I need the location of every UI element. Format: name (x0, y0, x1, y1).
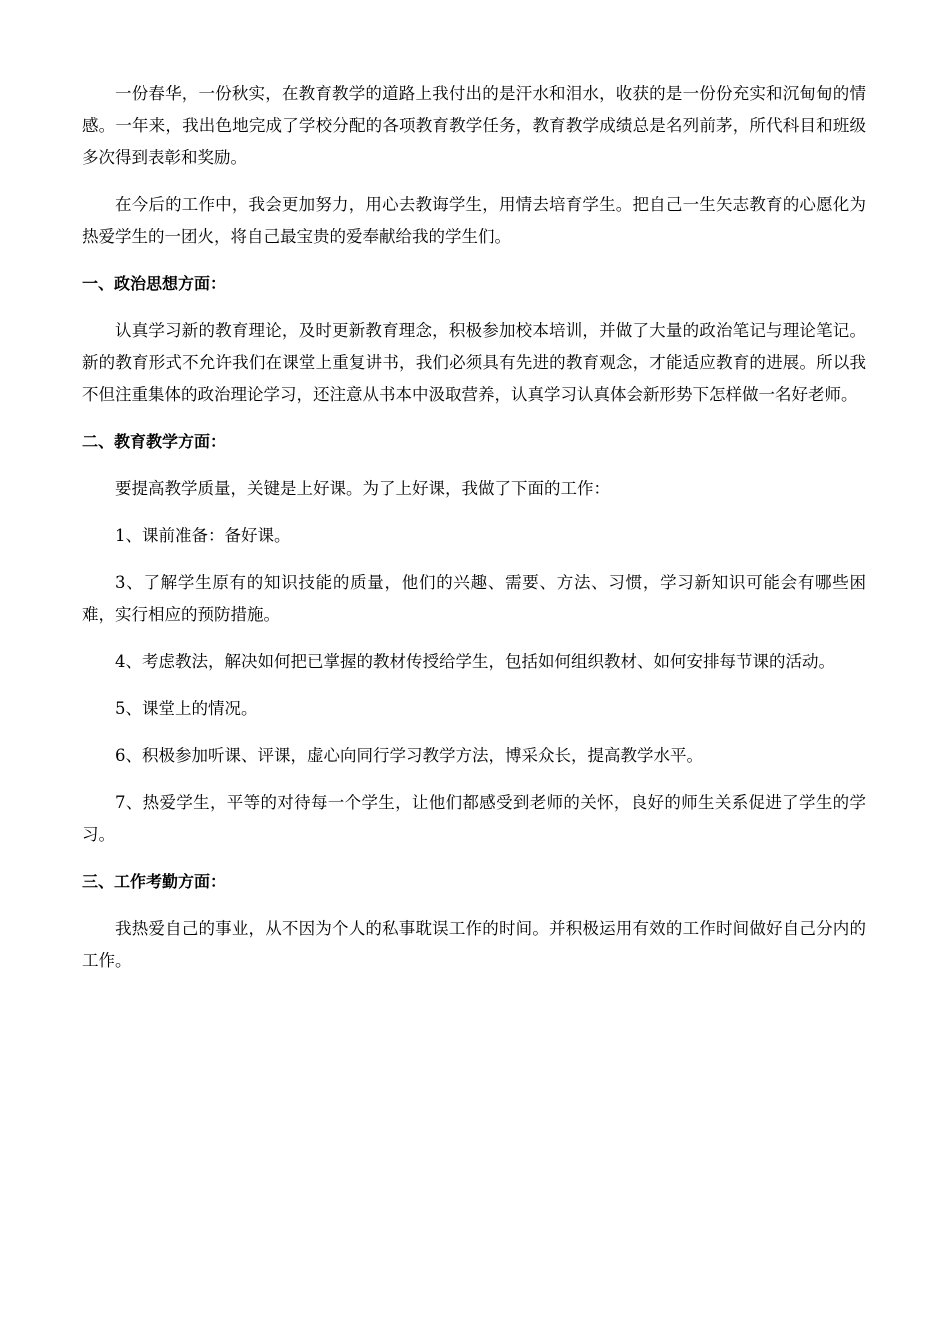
attendance-paragraph: 我热爱自己的事业，从不因为个人的私事耽误工作的时间。并积极运用有效的工作时间做好自己分内的工作。 (82, 919, 866, 970)
section-heading-attendance: 三、工作考勤方面： (82, 872, 227, 891)
politics-paragraph: 认真学习新的教育理论，及时更新教育理念，积极参加校本培训，并做了大量的政治笔记与理论笔记。新的教育形式不允许我们在课堂上重复讲书，我们必须具有先进的教育观念，才能适应教育的进展。所以我不但注重集体的政治理论学习，还注意从书本中汲取营养，认真学习认真体会新形势下怎样做一名好老师。 (82, 321, 866, 404)
teaching-item-6: 6、积极参加听课、评课，虚心向同行学习教学方法，博采众长，提高教学水平。 (115, 746, 703, 765)
intro-paragraph-2: 在今后的工作中，我会更加努力，用心去教诲学生，用情去培育学生。把自己一生矢志教育的心愿化为热爱学生的一团火，将自己最宝贵的爱奉献给我的学生们。 (82, 195, 866, 246)
section-heading-politics: 一、政治思想方面： (82, 274, 227, 293)
teaching-item-5: 5、课堂上的情况。 (115, 699, 258, 718)
document-body (82, 78, 866, 992)
teaching-item-3: 3、了解学生原有的知识技能的质量，他们的兴趣、需要、方法、习惯，学习新知识可能会有哪些困难，实行相应的预防措施。 (82, 573, 866, 624)
teaching-item-7: 7、热爱学生，平等的对待每一个学生，让他们都感受到老师的关怀，良好的师生关系促进了学生的学习。 (82, 793, 866, 844)
teaching-item-4: 4、考虑教法，解决如何把已掌握的教材传授给学生，包括如何组织教材、如何安排每节课的活动。 (115, 652, 835, 671)
teaching-item-1: 1、课前准备：备好课。 (115, 526, 291, 545)
teaching-intro-paragraph: 要提高教学质量，关键是上好课。为了上好课，我做了下面的工作： (115, 479, 610, 498)
intro-paragraph-1: 一份春华，一份秋实，在教育教学的道路上我付出的是汗水和泪水，收获的是一份份充实和沉甸甸的情感。一年来，我出色地完成了学校分配的各项教育教学任务，教育教学成绩总是名列前茅，所代科目和班级多次得到表彰和奖励。 (82, 84, 866, 167)
section-heading-teaching: 二、教育教学方面： (82, 432, 227, 451)
